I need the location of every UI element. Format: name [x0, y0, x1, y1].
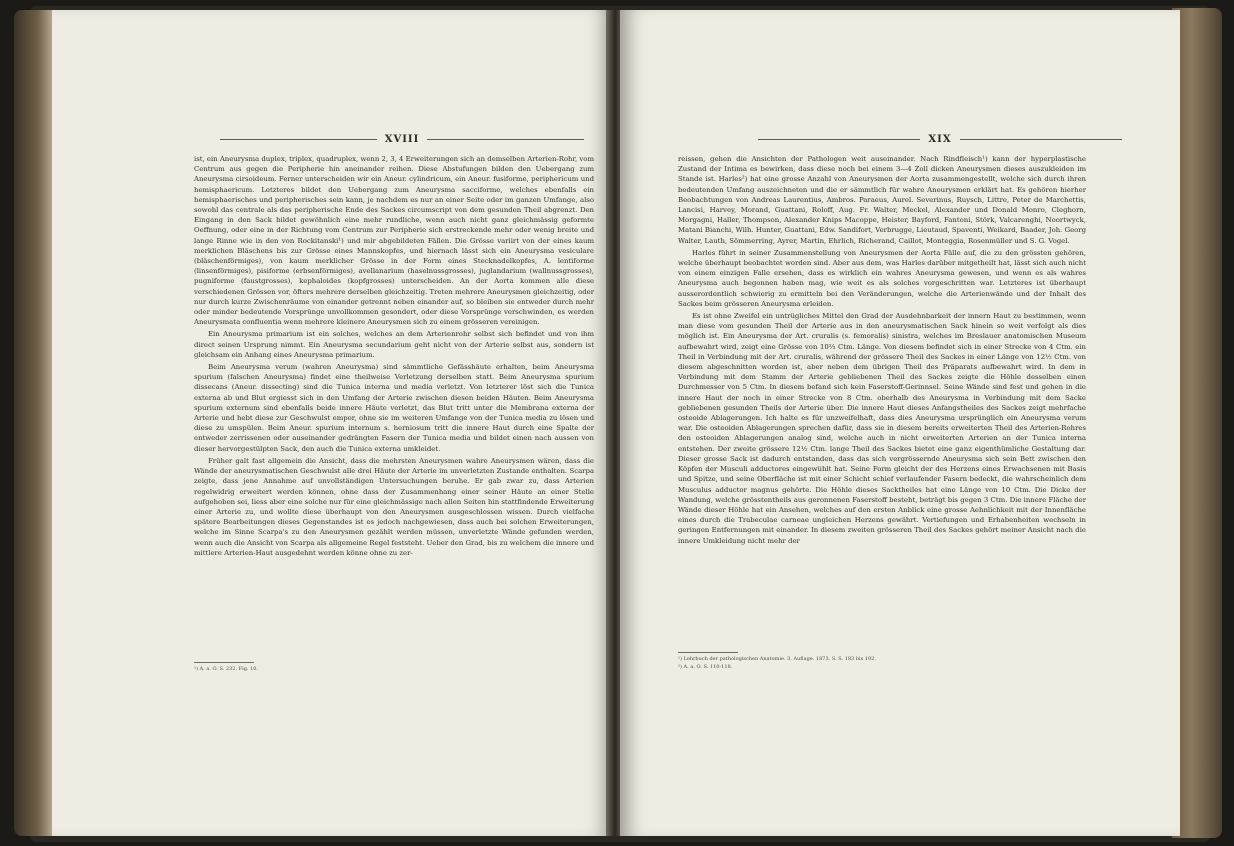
paragraph: ist, ein Aneurysma duplex, triplex, quadruplex, wenn 2, 3, 4 Erweiterungen sich an demselben Arterien-Rohr, vom Centrum aus gegen die Peripherie hin aneinander reihen. Diese Abstufungen bilden den Uebergang zum Aneurysma cirsoideum. Ferner unterscheiden wir ein Aneur. cylindricum, ein Aneur. fusiforme, periphericum und hemisphaericum. Letzteres bildet den Uebergang zum Aneurysma sacciforme, welches ebenfalls ein hemisphaerisches und peripherisches sein kann, je nachdem es nur an einer Seite oder im ganzen Umfange, also sowohl das centrale als das peripherische Ende des Sackes circumscript von dem gesunden Theil abgrenzt. Den Eingang in den Sack bildet gewöhnlich eine mehr rundliche, wenn auch nicht ganz gleichmässig geformte Oeffnung, oder eine in der Richtung vom Centrum zur Peripherie sich erstreckende mehr oder wenig breite und lange Rinne wie in den von Rockitanski¹) und mir abgebildeten Fällen. Die Grösse variirt von der eines kaum merklichen Bläschens bis zur Grösse eines Mannskopfes, und hiernach lässt sich ein Aneurysma vesiculare (bläschenförmiges), von kaum merklicher Grösse in der Form eines Stecknadelkopfes, A. lentiforme (linsenförmiges), pisiforme (erbsenförmiges), avellanarium (haselnussgrosses), juglandarium (wallnussgrosses), pugniforme (faustgrosses), kephaloides (kopfgrosses) unterscheiden. An der Aorta kommen alle diese verschiedenen Grössen vor, öfters mehrere derselben gleichzeitig. Treten mehrere Aneurysmen gleichzeitig, oder nur durch kurze Zwischenräume von einander getrennt neben einander auf, so bleiben sie entweder durch mehr oder minder bedeutende Vorsprünge unvollkommen gesondert, oder diese Vorsprünge verschwinden, es werden Aneurysmata confluentia wenn mehrere kleinere Aneurysmen sich zu einem grösseren vereinigen.	[194, 155, 594, 327]
page-number: XIX	[928, 133, 952, 145]
right-page-header	[750, 132, 1130, 146]
left-page-body	[194, 154, 594, 558]
paragraph: Beim Aneurysma verum (wahren Aneurysma) sind sämmtliche Gefässhäute erhalten, beim Aneurysma spurium (falschen Aneurysma) findet eine theilweise Verletzung derselben statt. Beim Aneurysma spurium dissecans (Aneur. dissecting) sind die Tunica interna und media verletzt. Von letzterer löst sich die Tunica externa ab und Blut ergiesst sich in den Umfang der Arterie zwischen diesen beiden Häuten. Beim Aneurysma spurium externum sind ebenfalls beide innere Häute verletzt, das Blut tritt unter die Membrana externa der Arterie und hebt diese zur Geschwulst empor, ohne sie im weiteren Umfange von der Tunica media zu lösen und diese zu umspülen. Beim Aneur. spurium internum s. herniosum tritt die innere Haut durch eine Spalte der entweder zerrissenen oder auseinander gedrängten Fasern der Tunica media und bildet einen nach aussen von dieser hervorgestülpten Sack, den auch die Tunica externa umkleidet.	[194, 363, 594, 453]
header-rule-left	[220, 139, 377, 140]
footnote: ¹) A. a. O. S. 232. Fig. 10.	[194, 666, 259, 672]
page-number: XVIII	[384, 133, 420, 145]
paragraph: Früher galt fast allgemein die Ansicht, dass die mehrsten Aneurysmen wahre Aneurysmen wären, dass die Wände der aneurysmatischen Geschwulst alle drei Häute der Arterie im unverletzten Zustande enthalten. Scarpa zeigte, dass jene Annahme auf unvollständigen Untersuchungen beruhe. Er gab zwar zu, dass Arterien regelwidrig erweitert werden können, ohne dass der Zusammenhang einer seiner Häute an einer Stelle aufgehoben sei, liess aber eine solche nur für eine gleichmässige nach allen Seiten hin stattfindende Erweiterung einer Arterie zu, und wollte diese überhaupt von den Aneurysmen ausgeschlossen wissen. Durch vielfache spätere Bearbeitungen dieses Gegenstandes ist es jedoch nachgewiesen, dass auch bei solchen Erweiterungen, welche im Sinne Scarpa's zu den Aneurysmen gezählt werden müssen, unverletzte Wände gefunden werden, wenn auch die Ansicht von Scarpa als allgemeine Regel feststeht. Ueber den Grad, bis zu welchem die innere und mittlere Arterien-Haut ausgedehnt werden könne ohne zu zer-	[194, 456, 594, 557]
paragraph: Es ist ohne Zweifel ein untrügliches Mittel den Grad der Ausdehnbarkeit der innern Haut zu bestimmen, wenn man diese vom gesunden Theil der Arterie aus in den aneurysmatischen Sack hinein so weit verfolgt als dies möglich ist. Ein Aneurysma der Art. cruralis (s. femoralis) sinistra, welches im Breslauer anatomischen Museum aufbewahrt wird, zeigt eine Grösse von 10⅔ Ctm. Länge. Von diesem befindet sich in einer Strecke von 4 Ctm. ein Theil in Verbindung mit der Art. cruralis, während der grössere Theil des Sackes in einer Länge von 12½ Ctm. von diesem abgeschnitten worden ist, aber neben dem übrigen Theil des Präparats aufbewahrt wird. In dem in Verbindung mit dem Stamm der Arterie gebliebenen Theil des Sackes zeigte die Höhle desselben einen Durchmesser von 5 Ctm. In diesem befand sich kein Faserstoff-Gerinnsel. Seine Wände sind fest und gehen in die innere Haut der noch in einer Strecke von 8 Ctm. oberhalb des Aneurysma in Verbindung mit dem Sacke gebliebenen gesunden Theils der Arterie über. Die innere Haut dieses Anfangstheiles des Sackes zeigt mehrfache osteoide Ablagerungen. Ich halte es für unzweifelhaft, dass dies Aneurysma ursprünglich ein Aneurysma verum war. Die osteoiden Ablagerungen sprechen dafür, dass sie in diesem bereits erweiterten Theil des Arterien-Rohres den osteoiden Ablagerungen analog sind, welche auch in nicht erweiterten Arterien an der Tunica interna entstehen. Der zweite grössere 12½ Ctm. lange Theil des Sackes bietet eine ganz eigenthümliche Gestaltung dar. Dieser grosse Sack ist dadurch entstanden, dass das sich vergrössernde Aneurysma sich sein Bett zwischen den Köpfen der Musculi adductores eingewühlt hat. Seine Form gleicht der des Herzens eines Erwachsenen mit Basis und Spitze, und seine Oberfläche ist mit einer Schicht schief verlaufender Fasern bedeckt, die wahrscheinlich dem Musculus adductor magnus gehörte. Die Höhle dieses Sacktheiles hat eine Länge von 10 Ctm. Die Dicke der Wandung, welche grösstentheils aus geronnenen Faserstoff besteht, beträgt bis gegen 3 Ctm. Die innere Fläche der Wände dieser Höhle hat ein Ansehen, welches auf den ersten Anblick eine grosse Aehnlichkeit mit der Innenfläche eines durch die Trabeculae carneae ungleichen Herzens gewährt. Vertiefungen und Erhabenheiten wechseln in geringen Entfernungen mit einander. In diesem zweiten grösseren Theil des Sackes gehört meiner Ansicht nach die innere Umkleidung nicht mehr der	[678, 312, 1086, 545]
footnote-rule	[678, 652, 738, 653]
header-rule-right	[960, 139, 1122, 140]
footnote-rule	[194, 662, 254, 663]
right-page-body	[678, 154, 1086, 546]
left-page-header	[212, 132, 592, 146]
footnote: ¹) Lehrbuch der pathologischen Anatomie. 3. Auflage. 1873. S. S. 183 bis 192.	[678, 656, 876, 662]
right-page	[620, 10, 1180, 836]
paragraph: reissen, gehen die Ansichten der Pathologen weit auseinander. Nach Rindfleisch¹) kann der hyperplastische Zustand der Intima es bewirken, dass diese noch bei einem 3—4 Zoll dicken Aneurysmen dieses auszukleiden im Stande ist. Harles²) hat eine grosse Anzahl von Aneurysmen der Aorta zusammengestellt, welche sich durch ihren bedeutenden Umfang auszeichneten und die er sämmtlich für wahre Aneurysmen erklärt hat. Es gehören hierher Beobachtungen von Andreas Laurentius, Ambros. Paraeus, Aurel. Severinus, Ruysch, Littre, Peter de Marchettis, Lancisi, Harvey, Morand, Guattani, Roloff, Aug. Fr. Walter, Meckel, Alexander und Donald Monro, Cleghorn, Morgagni, Haller, Thompson, Alexander Knips Macoppe, Heister, Bayford, Fantoni, Störk, Valcarenghi, Noortwyck, Matani Bianchi, Wilh. Hunter, Guattani, Edw. Sandifort, Verbrugge, Lieutaud, Spaventi, Weikard, Baader, Joh. Georg Walter, Lauth, Sömmerring, Ayrer, Martin, Ehrlich, Richerand, Caillot, Monteggia, Rosenmüller und S. G. Vogel.	[678, 155, 1086, 245]
left-page	[52, 10, 612, 836]
book-edge-left	[14, 10, 54, 836]
footnote: ²) A. a. O. S. 110-118.	[678, 664, 733, 670]
header-rule-right	[427, 139, 584, 140]
header-rule-left	[758, 139, 920, 140]
paragraph: Harles führt in seiner Zusammenstellung von Aneurysmen der Aorta Fälle auf, die zu den grössten gehören, welche überhaupt beobachtet worden sind. Aber aus dem, was Harles darüber mitgetheilt hat, lässt sich auch nicht von einem einzigen Falle ersehen, dass es wirklich ein wahres Aneurysma gewesen, und wenn es als wahres Aneurysma auch begonnen haben mag, wie weit es als solches vorgeschritten war. Letzteres ist überhaupt ausserordentlich schwierig zu ermitteln bei den Veränderungen, welche die Arterienwände und der Inhalt des Sackes beim grösseren Aneurysma erleiden.	[678, 248, 1086, 308]
paragraph: Ein Aneurysma primarium ist ein solches, welches an dem Arterienrohr selbst sich befindet und von ihm direct seinen Ursprung nimmt. Ein Aneurysma secundarium geht nicht von der Arterie selbst aus, sondern ist gleichsam ein Anhang eines Aneurysma primarium.	[194, 330, 594, 359]
